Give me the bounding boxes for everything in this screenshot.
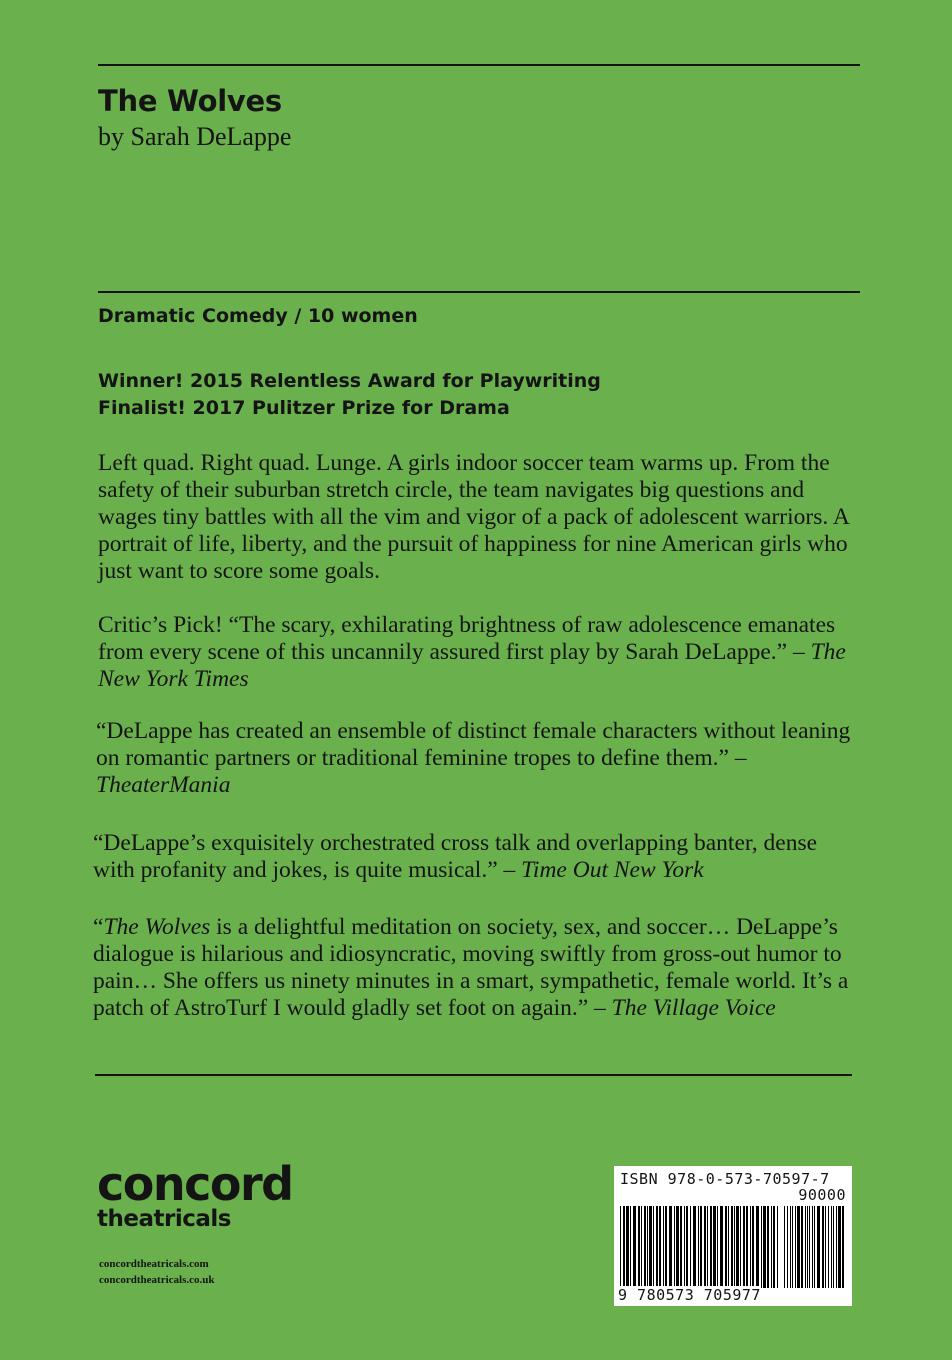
barcode-stripe: [836, 1206, 837, 1288]
quote-timeout: [93, 830, 863, 884]
quote-village-voice: [93, 914, 863, 1022]
barcode-stripe: [728, 1206, 729, 1288]
quote-nyt: [98, 612, 858, 693]
barcode-stripe: [809, 1206, 810, 1288]
publisher-name: concord: [97, 1157, 293, 1211]
barcode-stripe: [656, 1206, 658, 1288]
barcode-stripe: [659, 1206, 661, 1288]
barcode-stripe: [812, 1206, 813, 1288]
barcode-stripe: [700, 1206, 702, 1288]
publisher-url-uk[interactable]: concordtheatricals.co.uk: [99, 1274, 215, 1286]
barcode-stripe: [669, 1206, 672, 1288]
barcode-stripe: [756, 1206, 759, 1288]
barcode-stripe: [630, 1206, 631, 1288]
barcode-stripe: [663, 1206, 664, 1288]
barcode-stripe: [825, 1206, 826, 1288]
barcode-stripe: [674, 1206, 675, 1288]
barcode-stripe: [795, 1206, 796, 1288]
barcode-stripe: [773, 1206, 775, 1288]
barcode-stripe: [725, 1206, 727, 1288]
quote-text: Critic’s Pick! “The scary, exhilarating brightness of raw adolescence emanates from every scene of this uncannily assured first play by Sarah DeLappe.” –: [98, 612, 836, 665]
quote-source: The Village Voice: [611, 995, 776, 1021]
quote-source: Time Out New York: [521, 857, 704, 883]
barcode-stripe: [736, 1206, 739, 1288]
section-rule: [98, 291, 860, 293]
quote-theatermania: [96, 718, 864, 799]
barcode-stripe: [792, 1206, 793, 1288]
barcode-stripe: [620, 1206, 621, 1288]
barcode-stripe: [690, 1206, 691, 1288]
barcode-stripe: [684, 1206, 685, 1288]
barcode-stripe: [731, 1206, 733, 1288]
barcode-stripe: [761, 1206, 762, 1288]
barcode-stripe: [686, 1206, 688, 1288]
barcode-stripe: [763, 1206, 766, 1288]
book-author: by Sarah DeLappe: [98, 122, 292, 151]
barcode-stripe: [842, 1206, 844, 1288]
barcode-stripe: [693, 1206, 696, 1288]
quote-text: “DeLappe has created an ensemble of distinct female characters without leaning on romantic partners or traditional feminine tropes to define them.” –: [96, 718, 851, 771]
quote-text: “DeLappe’s exquisitely orchestrated cross talk and overlapping banter, dense with profanity and jokes, is quite musical.” –: [93, 830, 818, 883]
bottom-rule: [95, 1074, 852, 1076]
book-title: The Wolves: [98, 84, 282, 118]
quote-lead: “: [93, 914, 104, 940]
award-winner: Winner! 2015 Relentless Award for Playwriting: [98, 370, 601, 392]
barcode-stripe: [704, 1206, 706, 1288]
barcode-stripe: [787, 1206, 788, 1288]
barcode-stripe: [633, 1206, 636, 1288]
barcode-stripe: [822, 1206, 824, 1288]
publisher-urls: [99, 1256, 214, 1288]
barcode-stripe: [814, 1206, 815, 1288]
barcode-stripe: [717, 1206, 718, 1288]
publisher-logo: [97, 1157, 293, 1232]
genre-line: Dramatic Comedy / 10 women: [98, 305, 418, 327]
top-rule: [98, 64, 860, 66]
barcode-stripe: [707, 1206, 708, 1288]
barcode-stripe: [805, 1206, 806, 1288]
award-finalist: Finalist! 2017 Pulitzer Prize for Drama: [98, 397, 510, 419]
barcode-stripe: [623, 1206, 625, 1288]
barcode-stripe: [734, 1206, 735, 1288]
barcode-stripe: [720, 1206, 723, 1288]
barcode-stripe: [665, 1206, 667, 1288]
quote-source: TheaterMania: [96, 772, 231, 798]
barcode-stripe: [743, 1206, 745, 1288]
barcode-stripe: [838, 1206, 841, 1288]
barcode-stripe: [713, 1206, 716, 1288]
barcode-stripe: [831, 1206, 832, 1288]
barcode-stripe: [641, 1206, 642, 1288]
barcode-stripe: [801, 1206, 803, 1288]
barcode-stripe: [784, 1206, 785, 1288]
barcode-stripe: [777, 1206, 778, 1288]
barcode-stripe: [626, 1206, 629, 1288]
barcode-stripe: [752, 1206, 754, 1288]
barcode-stripe: [710, 1206, 712, 1288]
barcode-stripe: [676, 1206, 679, 1288]
barcode-stripe: [790, 1206, 791, 1288]
barcode-stripe: [807, 1206, 808, 1288]
barcode-stripe: [817, 1206, 820, 1288]
barcode-stripe: [833, 1206, 834, 1288]
barcode-stripe: [797, 1206, 800, 1288]
barcode-addon-bars: [784, 1206, 846, 1288]
barcode-stripe: [746, 1206, 748, 1288]
awards: [98, 368, 601, 422]
barcode-stripe: [771, 1206, 772, 1288]
barcode-stripe: [680, 1206, 682, 1288]
publisher-url-us[interactable]: concordtheatricals.com: [99, 1258, 209, 1270]
barcode-stripe: [649, 1206, 652, 1288]
synopsis: Left quad. Right quad. Lunge. A girls indoor soccer team warms up. From the safety of their suburban stretch circle, the team navigates big questions and wages tiny battles with all the vim and vigor of a pack of adolescent warriors. A portrait of life, liberty, and the pursuit of happiness for nine American girls who just want to score some goals.: [98, 450, 849, 584]
barcode-addon-digits: 90000: [798, 1186, 846, 1204]
quote-lead-title: The Wolves: [103, 914, 211, 940]
quote-source: The New York Times: [98, 639, 846, 692]
ean-digits: 9 780573 705977: [618, 1286, 761, 1304]
barcode-stripe: [750, 1206, 751, 1288]
barcode-stripe: [647, 1206, 648, 1288]
barcode-stripe: [644, 1206, 646, 1288]
barcode-stripe: [698, 1206, 699, 1288]
barcode-stripe: [828, 1206, 829, 1288]
barcode-stripe: [740, 1206, 741, 1288]
barcode-bars: [620, 1206, 780, 1288]
barcode-stripe: [638, 1206, 640, 1288]
isbn-label: ISBN 978-0-573-70597-7: [620, 1170, 830, 1188]
isbn-barcode: [614, 1166, 852, 1306]
barcode-stripe: [767, 1206, 769, 1288]
quote-text: is a delightful meditation on society, sex, and soccer… DeLappe’s dialogue is hilarious and idiosyncratic, moving swiftly from gross-out humor to pain… She offers us ninety minutes in a smart, sympathetic, female world. It’s a patch of AstroTurf I would gladly set foot on again.” –: [93, 914, 849, 1021]
barcode-stripe: [653, 1206, 654, 1288]
publisher-subname: theatricals: [97, 1206, 231, 1232]
